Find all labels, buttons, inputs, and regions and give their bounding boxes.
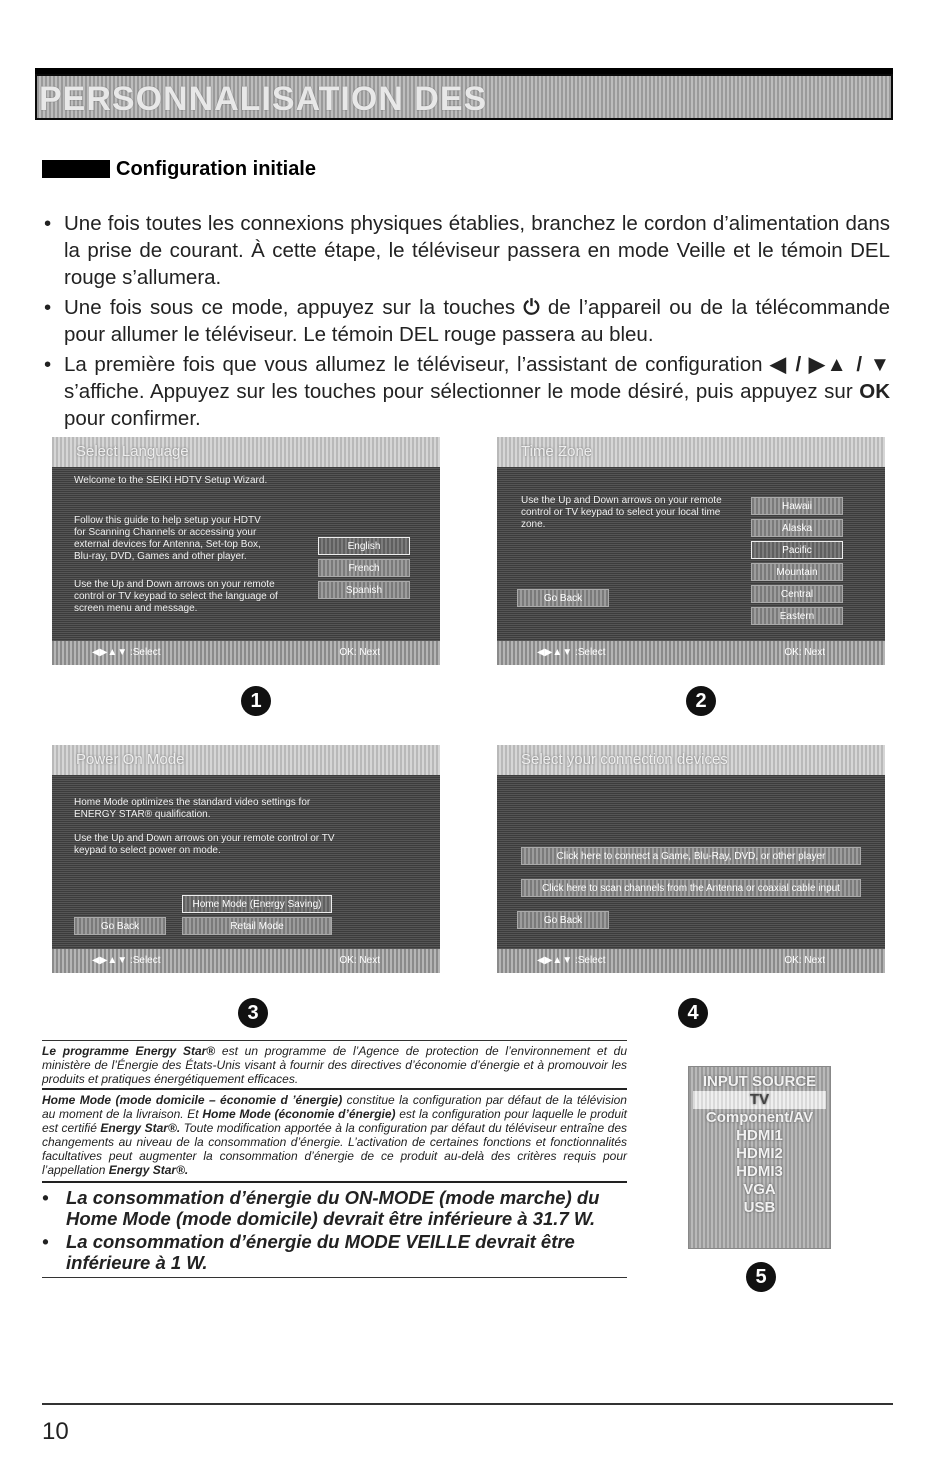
step-number: 3 — [238, 998, 268, 1028]
section-heading — [42, 156, 316, 182]
chapter-title: PERSONNALISATION DES — [39, 80, 488, 118]
step-number: 5 — [746, 1262, 776, 1292]
list-item: • La consommation d’énergie du ON-MODE (mode marche) du Home Mode (mode domicile) devrait être inférieure à 31.7 W. — [42, 1187, 600, 1229]
option-alaska[interactable]: Alaska — [751, 519, 843, 537]
screen-connection-devices — [497, 745, 885, 973]
option-mountain[interactable]: Mountain — [751, 563, 843, 581]
input-option-component[interactable]: Component/AV — [705, 1109, 814, 1126]
option-connect-player[interactable]: Click here to connect a Game, Blu-Ray, DVD, or other player — [521, 847, 861, 865]
screen-power-on-mode — [52, 745, 440, 973]
note-home-mode: Home Mode (mode domicile – économie d ’énergie) constitue la configuration par défaut de la télévision au moment de la livraison. Et Home Mode (économie d’énergie) est la configuration pour laquelle le produit est certifié Energy Star®. Toute modification apportée à la configuration par défaut du téléviseur entraîne des changements au niveau de la consommation d’énergie. L’activation de certaines fonctions et fonctionnalités facultatives peut augmenter la consommation d’énergie de ce produit au-delà des critères requis pour l’appellation Energy Star®. — [42, 1088, 627, 1177]
input-option-hdmi1[interactable]: HDMI1 — [736, 1127, 783, 1144]
input-option-vga[interactable]: VGA — [743, 1181, 776, 1198]
screen-footer: ◀▶▲▼ :Select OK: Next — [497, 641, 885, 665]
screen-footer: ◀▶▲▼ :Select OK: Next — [497, 949, 885, 973]
input-option-hdmi3[interactable]: HDMI3 — [736, 1163, 783, 1180]
option-eastern[interactable]: Eastern — [751, 607, 843, 625]
step-number: 4 — [678, 998, 708, 1028]
footer-divider — [42, 1403, 893, 1405]
header-stripe — [35, 68, 893, 74]
input-source-menu — [688, 1066, 831, 1249]
go-back-button[interactable]: Go Back — [517, 911, 609, 929]
screen-footer: ◀▶▲▼ :Select OK: Next — [52, 949, 440, 973]
page-number: 10 — [42, 1418, 69, 1445]
screen-text: Follow this guide to help setup your HDTV for Scanning Channels or accessing your external devices for Antenna, Set-top Box, Blu-ray, DVD, Games and other player. — [74, 515, 261, 562]
power-icon: ⏻ — [523, 296, 540, 319]
screen-select-language — [52, 437, 440, 665]
screen-text: Home Mode optimizes the standard video settings for ENERGY STAR® qualification. — [74, 797, 311, 820]
option-retail-mode[interactable]: Retail Mode — [182, 917, 332, 935]
screen-title: Power On Mode — [52, 745, 440, 775]
screen-text: Use the Up and Down arrows on your remote control or TV keypad to select power on mode. — [74, 833, 335, 856]
screen-title: Select your connection devices — [497, 745, 885, 775]
ok-key-label: OK — [859, 380, 890, 403]
list-item: • Une fois toutes les connexions physiques établies, branchez le cordon d’alimentation dans la prise de courant. À cette étape, le téléviseur passera en mode Veille et le témoin DEL rouge s’allumera. — [44, 212, 890, 289]
option-spanish[interactable]: Spanish — [318, 581, 410, 599]
instructions-list — [44, 210, 890, 435]
screen-title: Time Zone — [497, 437, 885, 467]
input-source-title: INPUT SOURCE — [702, 1073, 817, 1090]
go-back-button[interactable]: Go Back — [517, 589, 609, 607]
section-title: Configuration initiale — [116, 157, 316, 180]
arrow-keys-icon: ◀ / ▶▲ / ▼ — [770, 353, 890, 376]
option-scan-channels[interactable]: Click here to scan channels from the Antenna or coaxial cable input — [521, 879, 861, 897]
screen-time-zone — [497, 437, 885, 665]
step-number: 1 — [241, 686, 271, 716]
divider — [42, 1277, 627, 1278]
input-option-tv[interactable]: TV — [693, 1091, 826, 1109]
option-french[interactable]: French — [318, 559, 410, 577]
screen-text: Welcome to the SEIKI HDTV Setup Wizard. — [74, 475, 268, 486]
option-pacific[interactable]: Pacific — [751, 541, 843, 559]
go-back-button[interactable]: Go Back — [74, 917, 166, 935]
power-consumption-notes — [42, 1181, 627, 1273]
list-item: • La consommation d’énergie du MODE VEILLE devrait être inférieure à 1 W. — [42, 1231, 575, 1273]
screen-footer: ◀▶▲▼ :Select OK: Next — [52, 641, 440, 665]
energy-notes — [42, 1040, 627, 1278]
option-english[interactable]: English — [318, 537, 410, 555]
option-home-mode[interactable]: Home Mode (Energy Saving) — [182, 895, 332, 913]
list-item: • Une fois sous ce mode, appuyez sur la touches ⏻ de l’appareil ou de la télécommande pour allumer le téléviseur. Le témoin DEL rouge passera au bleu. — [44, 296, 890, 346]
screen-title: Select Language — [52, 437, 440, 467]
option-central[interactable]: Central — [751, 585, 843, 603]
option-hawaii[interactable]: Hawaii — [751, 497, 843, 515]
input-option-hdmi2[interactable]: HDMI2 — [736, 1145, 783, 1162]
note-energy-star: Le programme Energy Star® est un programme de l’Agence de protection de l’environnement et du ministère de l’Énergie des États-Unis visant à fournir des directives d’économie d’énergie et à promouvoir les produits et pratiques énergétiquement efficaces. — [42, 1040, 627, 1086]
screen-text: Use the Up and Down arrows on your remote control or TV keypad to select your local time zone. — [521, 495, 722, 530]
screen-text: Use the Up and Down arrows on your remote control or TV keypad to select the language of screen menu and message. — [74, 579, 278, 614]
list-item: • La première fois que vous allumez le téléviseur, l’assistant de configuration ◀ / ▶▲ / ▼ s’affiche. Appuyez sur les touches pour sélectionner le mode désiré, puis appuyez sur OK pour confirmer. — [44, 353, 890, 430]
step-number: 2 — [686, 686, 716, 716]
input-option-usb[interactable]: USB — [743, 1199, 776, 1216]
section-bar — [42, 160, 110, 178]
chapter-header — [35, 68, 893, 120]
